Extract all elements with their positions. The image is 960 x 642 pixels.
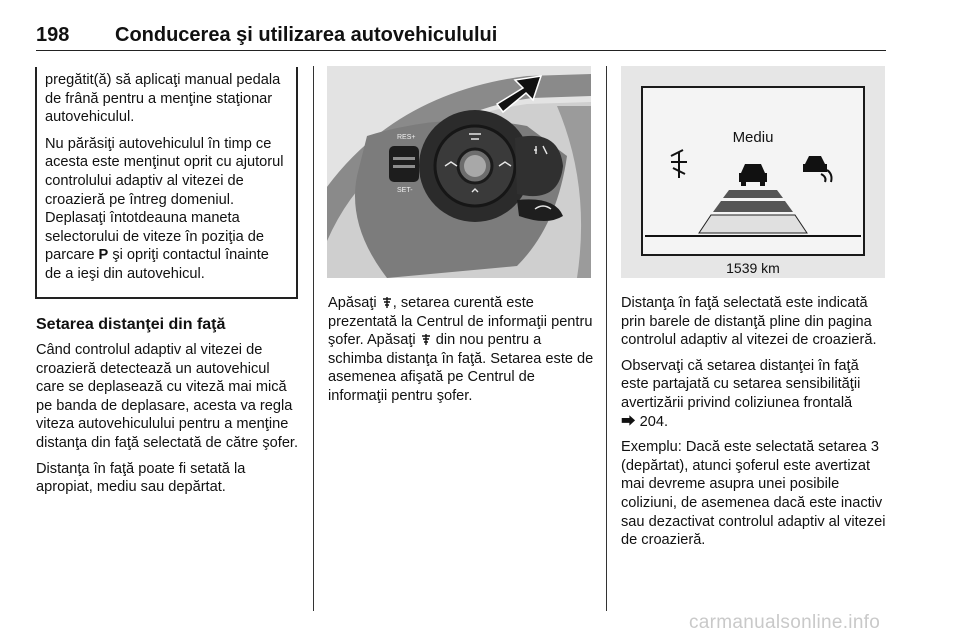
- driver-info-display-figure: [621, 66, 885, 278]
- body-text: , setarea curentă este prezentată la Centrul de informaţii pentru şofer. Apăsaţi: [328, 295, 593, 349]
- res-label: RES+: [397, 134, 416, 141]
- body-text: Observaţi că setarea distanţei în faţă este partajată cu setarea sensibilităţii avertizării privind coliziunea frontală: [621, 357, 861, 411]
- page-title: Conducerea şi utilizarea autovehiculului: [115, 24, 498, 46]
- page-number: 198: [36, 24, 70, 46]
- mode-label: Mediu: [732, 129, 774, 146]
- warning-text: Nu părăsiţi autovehiculul în timp ce acesta este menţinut oprit cu ajutorul controlului adaptiv al vitezei de croazieră pe întreg domeniul. Deplasaţi întotdeauna maneta selectorului de viteze în poziţia de parcare: [45, 135, 284, 264]
- header-divider: [36, 50, 886, 51]
- steering-wheel-illustration: [327, 66, 591, 278]
- body-paragraph: Exemplu: Dacă este selectată setarea 3 (depărtat), atunci şoferul este avertizat mai devreme asupra unei posibile coliziuni, de asemenea dacă este inactiv sau dezactivat controlul adaptiv al vitezei de croazieră.: [621, 439, 886, 549]
- page-header: [36, 24, 888, 50]
- odometer-readout: 1539 km: [726, 260, 780, 276]
- body-paragraph: Când controlul adaptiv al vitezei de croazieră detectează un autovehicul care se deplasează cu viteză mai mică pe banda de deplasare, acesta va regla viteza autovehiculului pentru a menţine distanţa din faţă selectată de către şofer.: [36, 342, 299, 451]
- steering-wheel-figure: [327, 66, 591, 278]
- body-paragraph: [328, 294, 594, 406]
- column-3-text: [621, 294, 889, 557]
- park-position-label: P: [98, 247, 109, 264]
- section-body: [36, 341, 300, 504]
- following-distance-icon: [420, 333, 432, 346]
- page-reference[interactable]: 204.: [639, 413, 669, 430]
- warning-text: şi opriţi contactul înainte de a ieşi din autovehicul.: [45, 247, 269, 282]
- warning-paragraph: [45, 135, 288, 284]
- body-paragraph: [621, 357, 889, 431]
- page-reference-arrow-icon: ⮕: [621, 413, 640, 430]
- body-text: Apăsaţi: [328, 295, 381, 311]
- column-2-text: [328, 294, 594, 406]
- body-paragraph: Distanţa în faţă poate fi setată la apropiat, mediu sau depărtat.: [36, 460, 246, 496]
- body-paragraph: Distanţa în faţă selectată este indicată prin barele de distanţă pline din pagina controlul adaptiv al vitezei de croazieră.: [621, 295, 877, 349]
- warning-paragraph: pregătit(ă) să aplicaţi manual pedala de frână pentru a menţine staţionar autovehiculul.: [45, 72, 281, 126]
- column-divider-left: [313, 66, 314, 611]
- following-distance-icon: [381, 296, 393, 309]
- display-illustration: [621, 66, 885, 278]
- column-divider-right: [606, 66, 607, 611]
- warning-box: [35, 67, 298, 299]
- section-heading: Setarea distanţei din faţă: [36, 316, 226, 333]
- set-label: SET-: [397, 187, 413, 194]
- watermark: carmanualsonline.info: [689, 612, 881, 633]
- body-text: din nou pentru a schimba distanţa în faţă. Setarea este de asemenea afişată pe Centrul de informaţii pentru şofer.: [328, 332, 594, 404]
